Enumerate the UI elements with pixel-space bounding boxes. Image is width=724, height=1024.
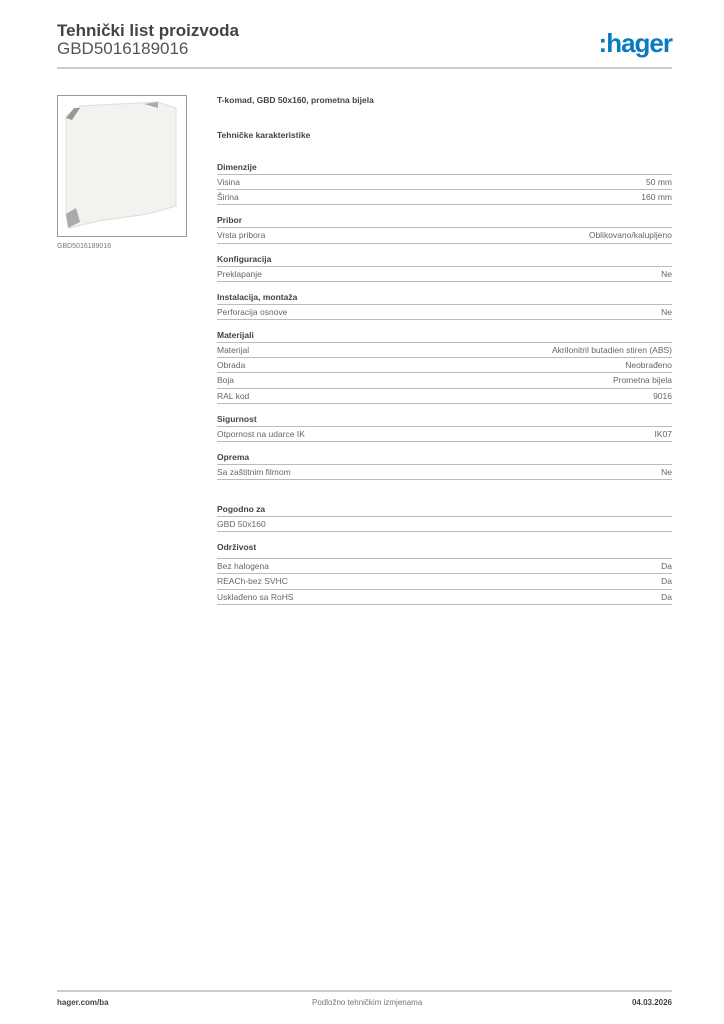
section-title: Konfiguracija — [217, 253, 672, 267]
spec-section — [217, 161, 672, 205]
section-title: Sigurnost — [217, 413, 672, 427]
spec-section — [217, 329, 672, 404]
spec-row — [217, 427, 672, 442]
spec-row — [217, 305, 672, 320]
spec-row — [217, 175, 672, 190]
spec-row — [217, 559, 672, 574]
hager-logo: :hager — [598, 28, 672, 58]
spec-section — [217, 214, 672, 243]
tech-heading: Tehničke karakteristike — [217, 130, 311, 140]
spec-section — [217, 541, 672, 605]
spec-row — [217, 373, 672, 388]
product-name: T-komad, GBD 50x160, prometna bijela — [217, 95, 374, 105]
spec-section — [217, 291, 672, 320]
section-title: Pribor — [217, 214, 672, 228]
spec-row — [217, 267, 672, 282]
spec-label: Usklađeno sa RoHS — [217, 591, 294, 602]
spec-row — [217, 465, 672, 480]
spec-value: Akrilonitril butadien stiren (ABS) — [552, 344, 672, 355]
spec-label: Vrsta pribora — [217, 230, 266, 241]
spec-label: RAL kod — [217, 390, 250, 401]
spec-value: Da — [661, 576, 672, 587]
spec-section — [217, 253, 672, 282]
section-title: Materijali — [217, 329, 672, 343]
spec-label: Materijal — [217, 344, 250, 355]
spec-label: Boja — [217, 375, 235, 386]
spec-section — [217, 413, 672, 442]
spec-label: Obrada — [217, 360, 246, 371]
spec-row — [217, 190, 672, 205]
spec-label: Preklapanje — [217, 268, 262, 279]
spec-label: Perforacija osnove — [217, 306, 288, 317]
section-title: Oprema — [217, 451, 672, 465]
spec-value: Ne — [661, 306, 672, 317]
image-caption: GBD5016189016 — [57, 243, 112, 250]
footer-divider — [57, 990, 672, 992]
spec-label: Otpornost na udarce IK — [217, 428, 305, 439]
header-divider — [57, 67, 672, 69]
spec-label: Bez halogena — [217, 561, 269, 572]
spec-value: Da — [661, 561, 672, 572]
spec-value: Ne — [661, 466, 672, 477]
spec-label: GBD 50x160 — [217, 519, 266, 530]
spec-value: Neobrađeno — [625, 360, 672, 371]
section-title: Održivost — [217, 541, 672, 559]
spec-label: Sa zaštitnim filmom — [217, 466, 291, 477]
footer-website: hager.com/ba — [57, 998, 109, 1007]
product-image — [57, 95, 187, 237]
spec-section — [217, 503, 672, 532]
footer-note: Podložno tehničkim izmjenama — [312, 998, 423, 1007]
footer-date: 04.03.2026 — [631, 998, 672, 1007]
spec-row — [217, 228, 672, 243]
product-code: GBD5016189016 — [57, 39, 189, 58]
spec-value: Oblikovano/kalupljeno — [588, 230, 672, 241]
spec-row — [217, 574, 672, 589]
spec-value: Prometna bijela — [612, 375, 672, 386]
spec-value: Ne — [661, 268, 672, 279]
spec-value: 50 mm — [646, 177, 672, 187]
spec-row — [217, 517, 672, 532]
section-title: Instalacija, montaža — [217, 291, 672, 305]
spec-value: Da — [661, 591, 672, 602]
spec-row — [217, 358, 672, 373]
section-title: Dimenzije — [217, 161, 672, 175]
spec-row — [217, 389, 672, 404]
spec-panel — [217, 95, 672, 605]
spec-section — [217, 451, 672, 480]
section-title: Pogodno za — [217, 503, 672, 517]
spec-label: REACh-bez SVHC — [217, 576, 288, 587]
spec-row — [217, 590, 672, 605]
page-title: Tehnički list proizvoda — [57, 21, 239, 40]
spec-label: Širina — [217, 192, 239, 203]
spec-value: 9016 — [653, 390, 672, 401]
spec-label: Visina — [217, 177, 240, 187]
spec-value: IK07 — [654, 428, 672, 439]
spec-row — [217, 343, 672, 358]
spec-value: 160 mm — [641, 192, 672, 203]
